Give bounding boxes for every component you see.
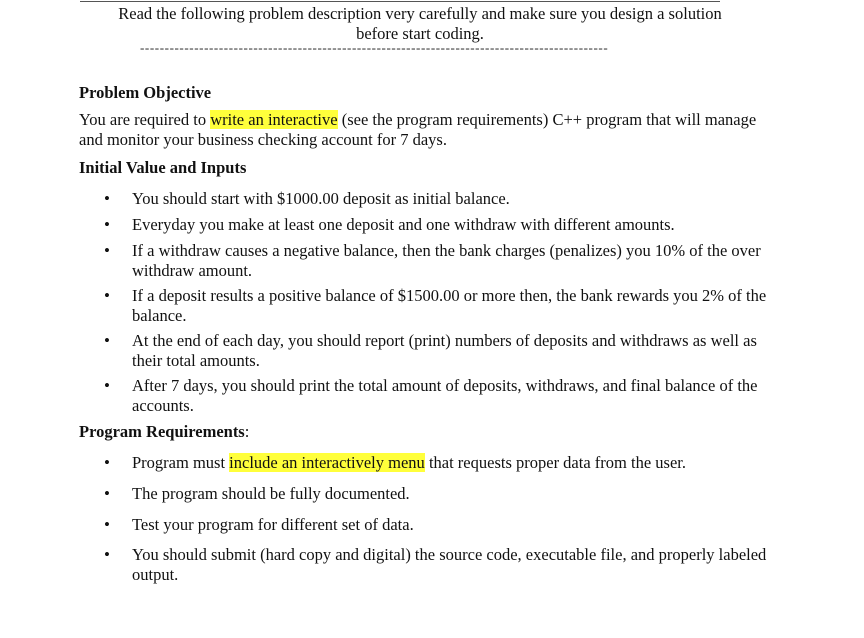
- list-item: • Program must include an interactively menu that requests proper data from the user.: [80, 453, 780, 473]
- intro-text: [80, 4, 760, 44]
- objective-paragraph: [79, 110, 769, 150]
- list-item: • You should start with $1000.00 deposit as initial balance.: [80, 189, 780, 209]
- objective-text-pre: You are required to: [79, 110, 211, 129]
- requirements-highlight: include an interactively menu: [229, 453, 425, 472]
- initial-heading: Initial Value and Inputs: [79, 158, 247, 177]
- objective-heading: Problem Objective: [79, 83, 212, 102]
- objective-text-post: (see the program requirements) C++ program that will manage and monitor your business checking account for 7 days.: [79, 110, 757, 149]
- list-item: • Everyday you make at least one deposit and one withdraw with different amounts.: [80, 215, 780, 235]
- requirements-list: [80, 453, 780, 585]
- list-item: • If a deposit results a positive balance of $1500.00 or more then, the bank rewards you 2% of the balance.: [80, 286, 780, 326]
- top-rule: [80, 1, 720, 2]
- intro-line-2: before start coding.: [356, 24, 484, 43]
- requirements-heading: Program Requirements:: [79, 422, 250, 441]
- list-item: • Test your program for different set of data.: [80, 515, 780, 535]
- list-item: • If a withdraw causes a negative balance, then the bank charges (penalizes) you 10% of the over withdraw amount.: [80, 241, 780, 281]
- dashed-separator: -----------------------------------------------------------------------------------------------: [140, 42, 609, 54]
- intro-line-1: Read the following problem description very carefully and make sure you design a solution: [118, 4, 722, 23]
- list-item: • At the end of each day, you should report (print) numbers of deposits and withdraws as well as their total amounts.: [80, 331, 780, 371]
- list-item: • You should submit (hard copy and digital) the source code, executable file, and properly labeled output.: [80, 545, 780, 585]
- list-item: • After 7 days, you should print the total amount of deposits, withdraws, and final balance of the accounts.: [80, 376, 780, 416]
- list-item: • The program should be fully documented.: [80, 484, 780, 504]
- initial-list: [80, 189, 780, 416]
- objective-highlight: write an interactive: [210, 110, 338, 129]
